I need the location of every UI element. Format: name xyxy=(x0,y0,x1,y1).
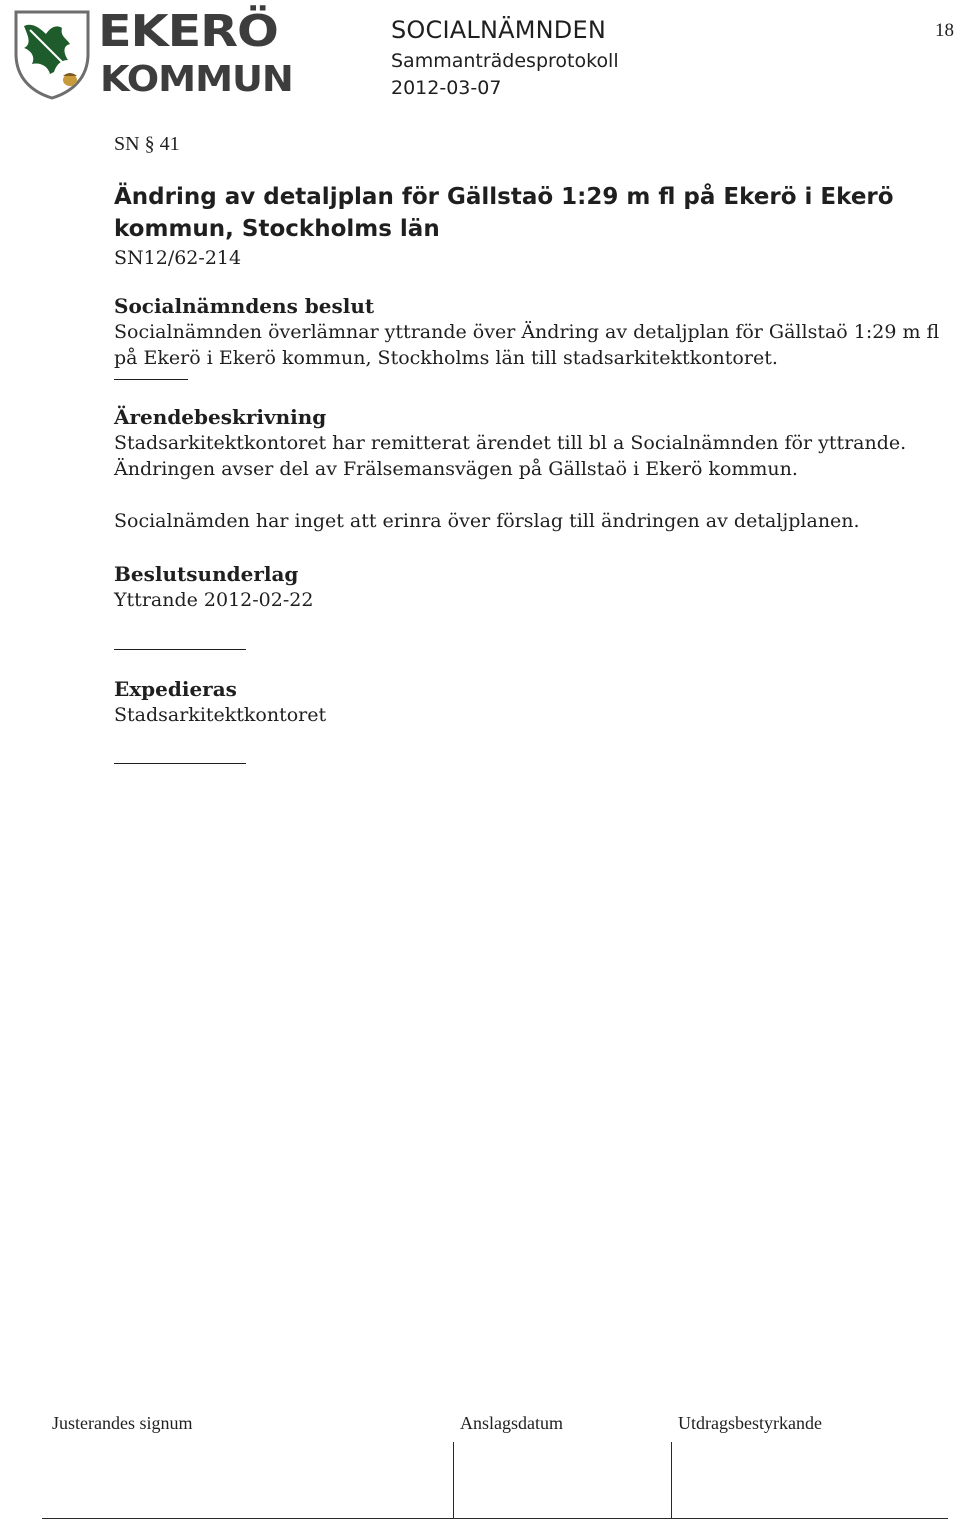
case-number: SN § 41 xyxy=(114,133,180,155)
decision-text: Socialnämnden överlämnar yttrande över Ändring av detaljplan för Gällstaö 1:29 m fl på Ekerö i Ekerö kommun, Stockholms län till stadsarkitektkontoret. xyxy=(114,321,940,369)
municipality-logo xyxy=(10,6,293,100)
certification-label: Utdragsbestyrkande xyxy=(678,1413,822,1433)
diary-number: SN12/62-214 xyxy=(114,247,242,269)
footer-baseline xyxy=(42,1518,948,1519)
meeting-date: 2012-03-07 xyxy=(391,77,502,99)
signature-label: Justerandes signum xyxy=(52,1413,193,1433)
footer-divider xyxy=(453,1442,454,1519)
protocol-item xyxy=(114,131,944,764)
description-paragraph: Stadsarkitektkontoret har remitterat ärendet till bl a Socialnämnden för yttrande. Ändringen avser del av Frälsemansvägen på Gällstaö i Ekerö kommun. xyxy=(114,432,907,480)
basis-heading: Beslutsunderlag xyxy=(114,562,299,586)
basis-text: Yttrande 2012-02-22 xyxy=(114,589,314,611)
divider xyxy=(114,379,188,380)
divider xyxy=(114,763,246,764)
description-heading: Ärendebeskrivning xyxy=(114,405,327,429)
document-type: Sammanträdesprotokoll xyxy=(391,50,619,72)
item-title: Ändring av detaljplan för Gällstaö 1:29 m fl på Ekerö i Ekerö kommun, Stockholms län xyxy=(114,184,894,242)
dispatch-text: Stadsarkitektkontoret xyxy=(114,704,327,726)
posted-date-label: Anslagsdatum xyxy=(460,1413,563,1433)
committee-name: SOCIALNÄMNDEN xyxy=(391,16,606,44)
signature-footer xyxy=(0,1400,960,1521)
divider xyxy=(114,649,246,650)
footer-divider xyxy=(671,1442,672,1519)
oak-leaf-shield-icon xyxy=(10,8,94,100)
logo-text-kommun: KOMMUN xyxy=(100,59,293,100)
logo-text-ekero: EKERÖ xyxy=(98,6,278,57)
dispatch-heading: Expedieras xyxy=(114,677,237,701)
decision-heading: Socialnämndens beslut xyxy=(114,294,375,318)
page-number: 18 xyxy=(935,20,954,41)
description-paragraph: Socialnämden har inget att erinra över förslag till ändringen av detaljplanen. xyxy=(114,510,860,532)
